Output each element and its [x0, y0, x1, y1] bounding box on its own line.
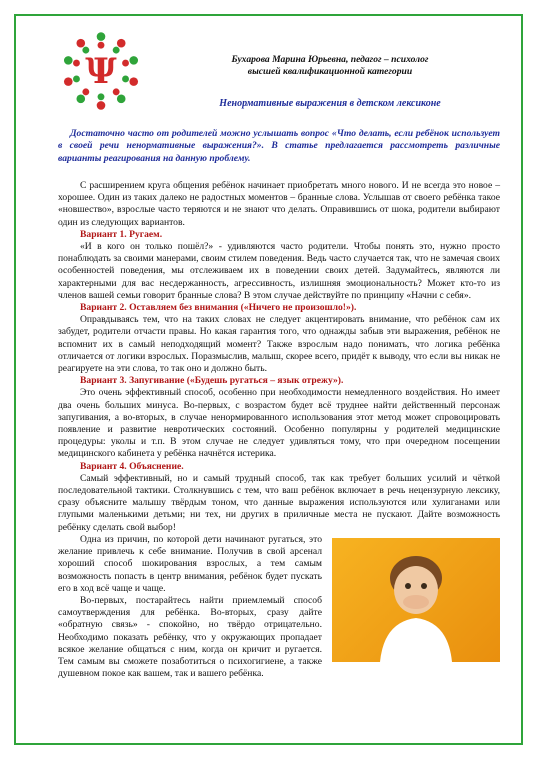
variant-4-heading: Вариант 4. Объяснение.	[80, 460, 184, 472]
logo-child-body	[73, 76, 80, 83]
svg-text:Ψ: Ψ	[85, 52, 117, 93]
logo-child-figure	[117, 95, 126, 104]
psi-children-circle-logo	[58, 28, 144, 114]
author-qualification: высшей квалификационной категории	[247, 66, 413, 77]
logo-child-body	[73, 60, 80, 67]
logo-child-figure	[97, 101, 106, 110]
logo-child-figure	[76, 39, 85, 48]
author-block	[165, 54, 495, 78]
logo-child-figure	[64, 77, 73, 86]
logo-child-figure	[129, 77, 138, 86]
logo-child-body	[122, 60, 129, 67]
logo-child-figure	[129, 56, 138, 65]
variant-3-heading: Вариант 3. Запугивание («Будешь ругаться – язык отрежу»).	[80, 375, 344, 387]
paragraph: Во-первых, постарайтесь найти приемлемый способ самоутверждения для ребёнка. Во-вторых, сразу дайте «обратную связь» - спокойно, но твёрдо отрицательно. Необходимо показать ребёнку, что у окружающих пропадает всякое желание общаться с ним, когда он кричит и ругается. Тем самым вы сможете позаботиться о психогигиене, а также душевном покое как вашем, так и вашего ребёнка.	[58, 594, 322, 680]
author-name: Бухарова Марина Юрьевна, педагог – психолог	[231, 54, 429, 65]
logo-child-figure	[117, 39, 126, 48]
logo-child-figure	[97, 32, 106, 41]
paragraph: С расширением круга общения ребёнок начинает приобретать много нового. И не всегда это новое – хорошее. Один из таких далеко не радостных моментов – бранные слова. Услышав от своего ребёнка такое «новшество», взрослые часто теряются и не знают что делать. Оправившись от шока, родители выбирают один из следующих вариантов.	[58, 180, 500, 228]
logo-child-figure	[76, 95, 85, 104]
logo-child-body	[122, 76, 129, 83]
logo-child-body	[98, 93, 105, 100]
intro-paragraph: Достаточно часто от родителей можно услышать вопрос «Что делать, если ребёнок использует в своей речи ненормативные выражения?». В статье предлагается рассмотреть различные варианты реагирования на данную проблему.	[58, 128, 500, 164]
logo-child-body	[98, 42, 105, 49]
logo-child-figure	[64, 56, 73, 65]
paragraph: «И в кого он только пошёл?» - удивляются часто родители. Чтобы понять это, нужно просто понаблюдать за своими манерами, своим стилем поведения. Ведь часто случается так, что не замечая своих особенностей поведения, мы отслеживаем их в поведении своих детей. Задумайтесь, являются ли характерными для вас несдержанность, агрессивность, излишняя эмоциональность? Может кто-то из членов вашей семьи говорит бранные слова? В этом случае действуйте по принципу «Начни с себя».	[58, 241, 500, 301]
article-title: Ненормативные выражения в детском лексиконе	[219, 98, 441, 109]
paragraph: Самый эффективный, но и самый трудный способ, так как требует больших усилий и чёткой последовательной тактики. Столкнувшись с тем, что ваш ребёнок включает в речь нецензурную лексику, сразу объясните малышу твёрдым тоном, что данные выражения используются или хулиганами или глупыми маленькими детьми; ни тех, ни других в приличные места не пускают. Дайте возможность ребёнку сделать свой выбор!	[58, 472, 500, 533]
paragraph: Это очень эффективный способ, особенно при необходимости немедленного воздействия. Но имеет два очень больших минуса. Во-первых, с возрастом будет всё труднее найти действенный персонаж запугивания, а во-вторых, в случае ненормированного использования этот метод может спровоцировать появление и развитие невротических состояний. Особенно популярны у родителей медицинские процедуры: уколы и т.п. В этом случае не следует удивляться тому, что при очередном посещении медицинского кабинета у ребёнка начнётся истерика.	[58, 387, 500, 460]
boy-covering-mouth-photo	[332, 538, 500, 662]
paragraph: Одна из причин, по которой дети начинают ругаться, это желание привлечь к себе внимание. Получив в свой арсенал хороший способ шокирования взрослых, а тем самым возможность попасть в центр внимания, ребёнок будет пускать его в ход всё чаще и чаще.	[58, 533, 322, 594]
variant-1-heading: Вариант 1. Ругаем.	[80, 228, 163, 240]
paragraph: Оправдываясь тем, что на таких словах не следует акцентировать внимание, что ребёнок сам их забудет, родители отчасти правы. Но какая гарантия того, что однажды забыв эти выражения, ребёнок не вспомнит их в самый неподходящий момент? Также взрослым надо понимать, что логика ребёнка отличается от логики взрослых. Поразмыслив, малыш, скорее всего, придёт к выводу, что если вы никак не реагируете на эти слова, то так оно и должно быть.	[58, 314, 500, 375]
article-body	[58, 180, 500, 680]
variant-2-heading: Вариант 2. Оставляем без внимания («Ничего не произошло!»).	[80, 302, 357, 314]
